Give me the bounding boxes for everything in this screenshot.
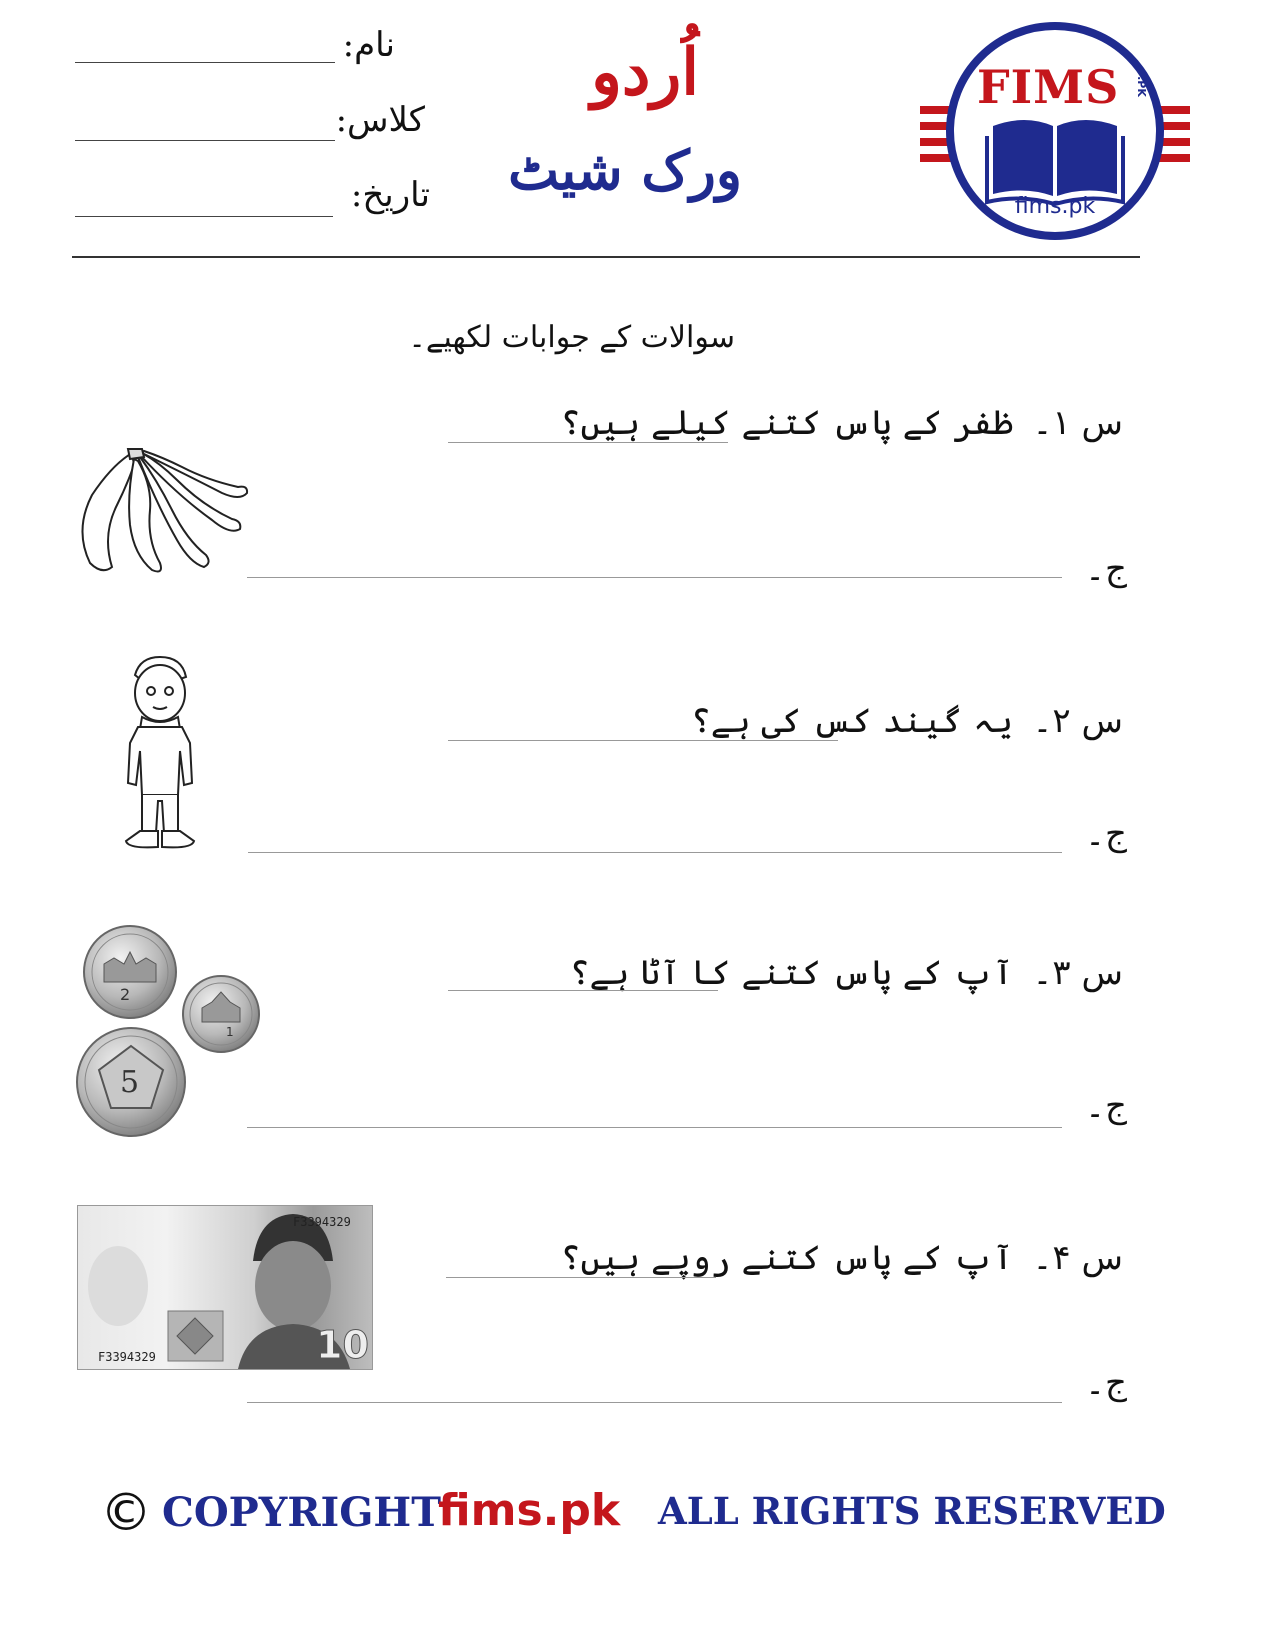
coin-value-five: 5	[120, 1065, 140, 1100]
name-field[interactable]	[75, 62, 335, 63]
worksheet-title: ورک شیٹ	[508, 138, 742, 202]
answer-label: ج۔	[1085, 814, 1127, 854]
answer-line[interactable]	[247, 1402, 1062, 1403]
coins-image	[74, 922, 264, 1141]
answer-label: ج۔	[1085, 1086, 1127, 1126]
question-underline	[446, 1277, 716, 1278]
class-field[interactable]	[75, 140, 335, 141]
boy-image	[120, 655, 200, 859]
note-value: 10	[316, 1323, 369, 1367]
answer-line[interactable]	[247, 1127, 1062, 1128]
question-underline	[448, 442, 728, 443]
question-underline	[448, 740, 838, 741]
answer-label: ج۔	[1085, 549, 1127, 589]
answer-line[interactable]	[248, 852, 1062, 853]
fims-logo	[915, 18, 1195, 248]
question-label: س ۱۔	[1032, 403, 1123, 443]
question-text: آپ کے پاس کتنے کا آٹا ہے؟	[569, 953, 1013, 993]
question-label: س ۲۔	[1032, 701, 1123, 741]
answer-line[interactable]	[247, 577, 1062, 578]
logo-suffix-text: .PK	[1134, 76, 1148, 97]
bananas-image	[72, 445, 252, 584]
logo-brand-text: FIMS	[977, 60, 1120, 114]
logo-url-text: fims.pk	[1014, 194, 1096, 219]
answer-label: ج۔	[1085, 1363, 1127, 1403]
question-text: آپ کے پاس کتنے روپے ہیں؟	[560, 1238, 1013, 1278]
note-serial-top: F3394329	[293, 1215, 351, 1229]
question-label: س ۳۔	[1032, 953, 1123, 993]
note-serial-bottom: F3394329	[98, 1350, 156, 1364]
question-label: س ۴۔	[1032, 1238, 1123, 1278]
question-text: ظفر کے پاس کتنے کیلے ہیں؟	[560, 403, 1013, 443]
footer	[100, 1483, 1166, 1543]
question-text: یہ گیند کس کی ہے؟	[690, 701, 1013, 741]
subject-title: اُردو	[590, 35, 700, 110]
class-label: کلاس:	[335, 100, 425, 140]
copyright-icon: ©	[100, 1483, 152, 1543]
copyright-text: COPYRIGHT	[162, 1489, 441, 1536]
rights-text: ALL RIGHTS RESERVED	[658, 1489, 1166, 1533]
date-field[interactable]	[75, 216, 333, 217]
instruction-text: سوالات کے جوابات لکھیے۔	[408, 320, 735, 355]
coin-value-two: 2	[120, 985, 131, 1004]
header-divider	[72, 256, 1140, 258]
footer-site-link[interactable]: fims.pk	[438, 1485, 621, 1536]
date-label: تاریخ:	[350, 175, 430, 215]
question-underline	[448, 990, 718, 991]
coin-value-one: 1	[226, 1025, 234, 1039]
name-label: نام:	[342, 25, 395, 65]
banknote-image	[77, 1205, 373, 1370]
